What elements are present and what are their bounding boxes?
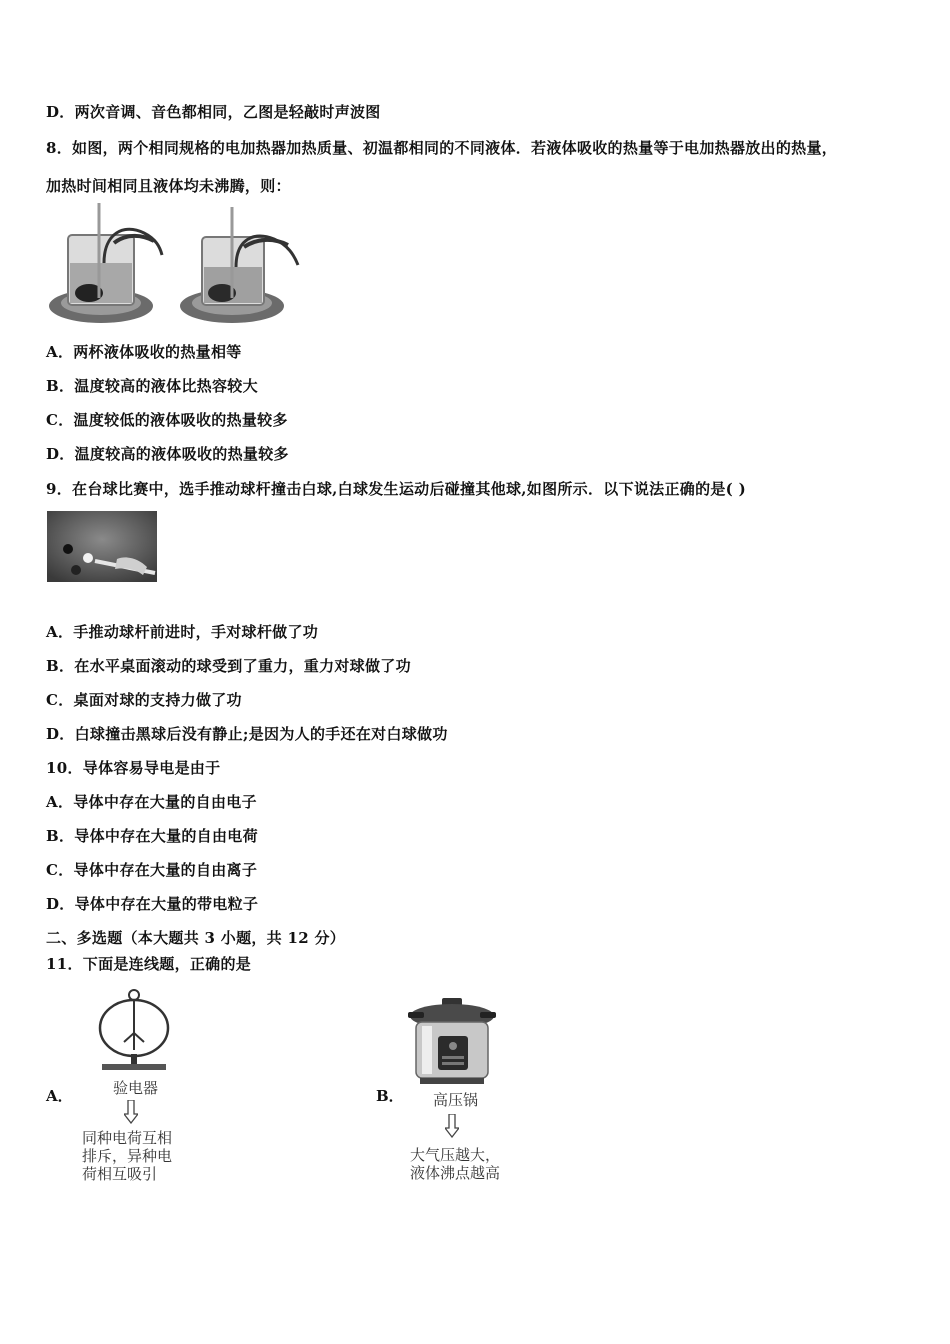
- electroscope-caption-1: 同种电荷互相: [82, 1129, 173, 1147]
- q9-billiards-photo: [47, 511, 157, 582]
- q10-option-a: A．导体中存在大量的自由电子: [46, 793, 257, 811]
- q9-option-a: A．手推动球杆前进时，手对球杆做了功: [46, 623, 319, 641]
- q9-option-c: C．桌面对球的支持力做了功: [46, 691, 242, 709]
- q8-option-c: C．温度较低的液体吸收的热量较多: [46, 411, 288, 429]
- q8-option-a: A．两杯液体吸收的热量相等: [46, 343, 242, 361]
- q8-option-d: D．温度较高的液体吸收的热量较多: [46, 445, 289, 463]
- pressure-cooker-caption-2: 液体沸点越高: [410, 1164, 501, 1182]
- pressure-cooker-name: 高压锅: [433, 1091, 479, 1109]
- q10-option-c: C．导体中存在大量的自由离子: [46, 861, 258, 879]
- q11-stem: 11．下面是连线题，正确的是: [46, 955, 252, 973]
- q10-option-d: D．导体中存在大量的带电粒子: [46, 895, 259, 913]
- q10-stem: 10．导体容易导电是由于: [46, 759, 221, 777]
- electroscope-caption-2: 排斥，异种电: [82, 1147, 173, 1165]
- electroscope-name: 验电器: [113, 1079, 159, 1097]
- q9-option-d: D．白球撞击黑球后没有静止;是因为人的手还在对白球做功: [46, 725, 448, 743]
- arrow-down-icon: [124, 1100, 138, 1124]
- q8-beakers-figure: [44, 203, 306, 328]
- q11-option-a-label: A．: [46, 1087, 73, 1105]
- electroscope-caption-3: 荷相互吸引: [82, 1165, 158, 1183]
- q8-stem-line1: 8．如图，两个相同规格的电加热器加热质量、初温都相同的不同液体．若液体吸收的热量等于电加热器放出的热量，: [46, 139, 838, 157]
- pressure-cooker-icon: [404, 998, 500, 1090]
- q8-option-b: B．温度较高的液体比热容较大: [46, 377, 258, 395]
- q7-option-d: D．两次音调、音色都相同，乙图是轻敲时声波图: [46, 103, 381, 121]
- arrow-down-icon: [445, 1114, 459, 1138]
- q11-option-b-label: B．: [376, 1087, 404, 1105]
- q9-option-b: B．在水平桌面滚动的球受到了重力，重力对球做了功: [46, 657, 411, 675]
- section-2-heading: 二、多选题（本大题共 3 小题，共 12 分）: [46, 929, 346, 947]
- pressure-cooker-caption-1: 大气压越大，: [410, 1146, 501, 1164]
- q9-stem: 9．在台球比赛中，选手推动球杆撞击白球,白球发生运动后碰撞其他球,如图所示．以下说法正确的是( ): [46, 480, 747, 498]
- electroscope-icon: [94, 988, 174, 1080]
- q8-stem-line2: 加热时间相同且液体均未沸腾，则：: [46, 177, 291, 195]
- q10-option-b: B．导体中存在大量的自由电荷: [46, 827, 258, 845]
